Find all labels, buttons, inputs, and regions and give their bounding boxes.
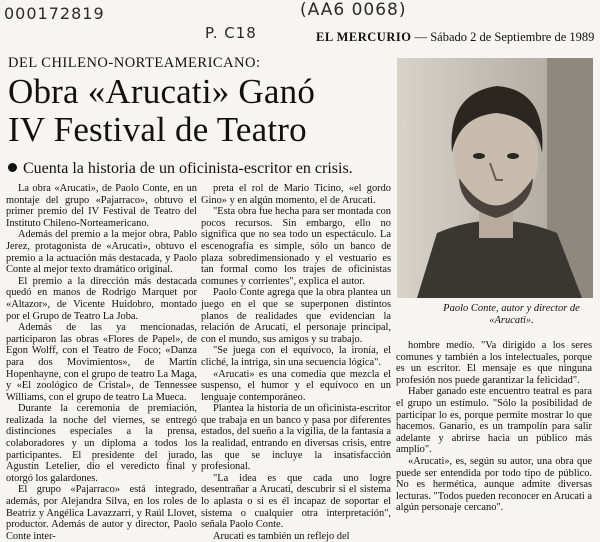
article-column-1 <box>6 183 197 542</box>
photo-caption: Paolo Conte, autor y director de «Arucati». <box>443 303 580 326</box>
paragraph: Además del premio a la mejor obra, Pablo Jerez, protagonista de «Arucati», obtuvo el premio a la actuación más destacada, y Paolo Conte al mejor texto dramático original. <box>6 229 197 276</box>
article-kicker: DEL CHILENO-NORTEAMERICANO: <box>8 55 261 71</box>
handwritten-folder-ref: (AA6 0068) <box>300 0 407 20</box>
paragraph: "Esta obra fue hecha para ser montada con pocos recursos. Sin embargo, ello no significa que no sea todo un espectáculo. La escenografía es simple, sólo un banco de plaza sobredimensionado y el vestuario es tan formal como los trajes de oficinistas comunes y corrientes", explica el autor. <box>201 206 391 287</box>
handwritten-archive-code: 000172819 <box>4 4 105 23</box>
article-column-2 <box>201 183 391 542</box>
paragraph: «Arucati» es una comedia que mezcla el suspenso, el humor y el equívoco en un lenguaje contemporáneo. <box>201 368 391 403</box>
handwritten-page-ref: P. C18 <box>205 24 257 42</box>
headline-line-2: IV Festival de Teatro <box>8 110 307 149</box>
newspaper-masthead <box>316 30 594 45</box>
paragraph: Paolo Conte agrega que la obra plantea un juego en el que se superponen distintos planos de realidades que evidencian la relación de Arucati, el personaje principal, con el mundo, sus amigos y su trabajo. <box>201 287 391 345</box>
author-photo <box>397 58 593 298</box>
paragraph: hombre medio. "Va dirigido a los seres comunes y también a los intelectuales, porque es un escritor. El mensaje es que ninguna profesión nos puede garantizar la felicidad". <box>396 340 592 386</box>
article-column-3 <box>396 340 592 513</box>
paragraph: Arucati es también un reflejo del <box>213 530 350 542</box>
paragraph: Plantea la historia de un oficinista-escritor que trabaja en un banco y pasa por diferentes estados, del sueño a la vigilia, de la fantasía a la realidad, entrando en diversas crisis, entre las que se incluye la insatisfacción profesional. <box>201 403 391 473</box>
bullet-icon <box>8 163 17 172</box>
subheadline-text: Cuenta la historia de un oficinista-escritor en crisis. <box>23 160 353 177</box>
portrait-photo-icon <box>397 58 593 298</box>
paragraph: "La idea es que cada uno logre desentrañar a Arucati, descubrir si el sistema lo aplasta o si es él incapaz de soportar el sistema o cualquier otra interpretación", señala Paolo Conte. <box>201 472 391 531</box>
newspaper-name: EL MERCURIO <box>316 30 412 44</box>
paragraph: "Se juega con el equívoco, la ironía, el cliché, la intriga, sin una secuencia lógica". <box>201 345 391 368</box>
paragraph: Haber ganado este encuentro teatral es para el grupo un estímulo. "Sólo la posibilidad de participar lo es, porque permite mostrar lo que hacemos. Ganario, es un trampolín para salir adelante y abrirse hacia un público más amplio". <box>396 386 592 456</box>
paragraph: La obra «Arucati», de Paolo Conte, en un montaje del grupo «Pajarraco», obtuvo el primer premio del IV Festival de Teatro del Instituto Chileno-Norteamericano. <box>6 183 197 229</box>
publication-date: — Sábado 2 de Septiembre de 1989 <box>414 30 595 44</box>
headline-line-1: Obra «Arucati» Ganó <box>8 72 316 111</box>
paragraph: El premio a la dirección más destacada quedó en manos de Rodrigo Marquet por «Altazor», de Vicente Huidobro, montado por el Grupo de Teatro La Joba. <box>6 275 197 322</box>
paragraph: «Arucati», es, según su autor, una obra que puede ser entendida por todo tipo de público. No es hermética, aunque admite diversas lecturas. "Todos pueden reconocer en Arucati a algún personaje cercano". <box>396 455 592 514</box>
paragraph: Durante la ceremonia de premiación, realizada la noche del viernes, se entregó distinciones especiales a la prensa, colaboradores y un diploma a todos los participantes. El presidente del jurado, Agustín Letelier, dio el veredicto final y otorgó los galardones. <box>6 403 197 484</box>
article-subheadline <box>8 160 353 178</box>
paragraph: Además de las ya mencionadas, participaron las obras «Flores de Papel», de Egon Wolff, con el Teatro de Foco; «Danza para dos Movimientos», de Martín Hopenhayne, con el grupo de teatro La Maga, y «El zoológico de Cristal», de Tennessee Williams, con el grupo de teatro La Mueca. <box>6 322 197 403</box>
paragraph: El grupo «Pajarraco» está integrado, además, por Alejandra Silva, en los roles de Beatriz y Angélica Lavazzarri, y Raúl Llovet, productor. Además de autor y director, Paolo Conte inter- <box>6 484 197 542</box>
paragraph: preta el rol de Mario Ticino, «el gordo Gino» y en algún momento, el de Arucati. <box>201 183 391 206</box>
